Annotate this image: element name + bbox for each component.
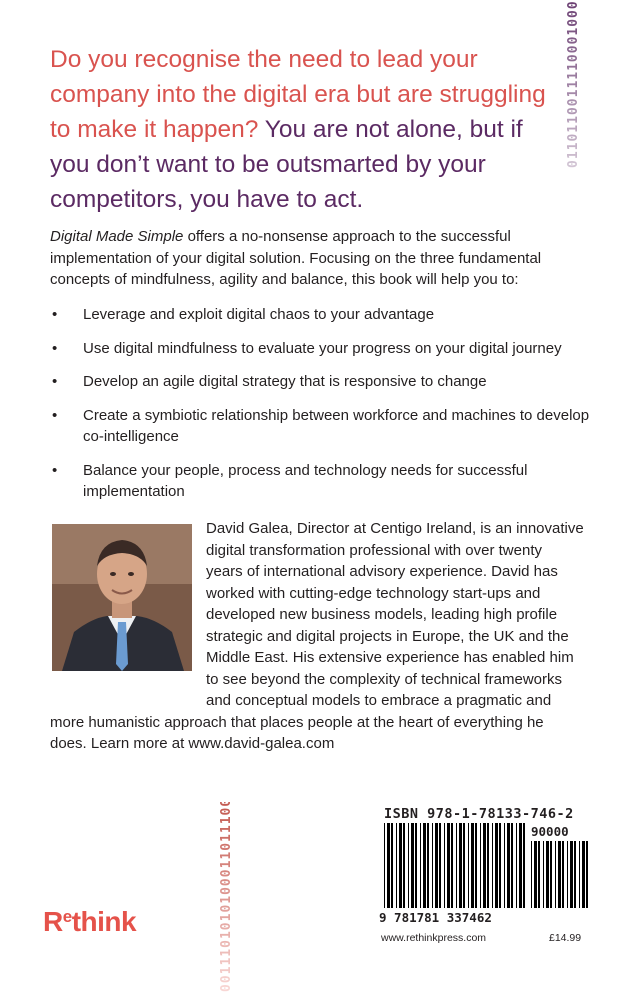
list-item — [50, 371, 595, 393]
barcode-bar — [558, 841, 561, 908]
barcode-bar — [408, 823, 409, 908]
list-item — [50, 304, 595, 326]
barcode-bar — [582, 841, 585, 908]
barcode-bar — [435, 823, 438, 908]
bullet-marker: • — [52, 339, 58, 357]
barcode-bar — [415, 823, 417, 908]
barcode-bar — [586, 841, 588, 908]
bullet-marker: • — [52, 461, 58, 479]
barcode-bar — [384, 823, 385, 908]
list-item — [50, 460, 595, 503]
bio-line: Middle East. His extensive experience has enabled him — [206, 649, 574, 666]
barcode-bar — [538, 841, 540, 908]
binary-decoration-bottom: 0011101010100011011100 — [219, 797, 234, 992]
barcode-bar — [531, 841, 532, 908]
list-item-text: Leverage and exploit digital chaos to your advantage — [83, 306, 435, 323]
bullet-marker: • — [52, 406, 58, 424]
barcode-bar — [555, 841, 556, 908]
barcode-bar — [432, 823, 433, 908]
benefits-list — [50, 304, 595, 515]
barcode-bar — [411, 823, 414, 908]
bio-line: developed new business models, leading high profile — [206, 606, 558, 623]
list-item-text: Develop an agile digital strategy that is responsive to change — [83, 373, 487, 390]
list-item — [50, 405, 595, 448]
bio-line: strategic and digital projects in Europe, the UK and the — [206, 627, 569, 645]
barcode-bar — [543, 841, 544, 908]
barcode-bar — [423, 823, 426, 908]
barcode-bar — [444, 823, 445, 908]
bio-line: and conceptual models to embrace a pragmatic and — [206, 692, 552, 709]
barcode-bar — [483, 823, 486, 908]
bio-line: David Galea, Director at Centigo Ireland, is an innovative — [206, 520, 584, 537]
barcode-bar — [391, 823, 393, 908]
publisher-logo — [43, 906, 136, 938]
barcode-bar — [475, 823, 477, 908]
barcode-bar — [562, 841, 564, 908]
bio-line: digital transformation professional with over twenty — [206, 541, 542, 559]
barcode-bar — [570, 841, 573, 908]
bullet-marker: • — [52, 306, 58, 323]
barcode-bar — [420, 823, 421, 908]
barcode-bar — [495, 823, 498, 908]
barcode-bar — [534, 841, 537, 908]
barcode-bar — [499, 823, 501, 908]
barcode-bar — [550, 841, 552, 908]
barcode-bar — [396, 823, 397, 908]
list-item-text: Use digital mindfulness to evaluate your progress on your digital journey — [83, 339, 562, 357]
bio-line: worked with cutting-edge technology start-ups and — [206, 584, 541, 602]
barcode-bar — [459, 823, 462, 908]
list-item-text: Balance your people, process and technology needs for successful implementation — [83, 461, 528, 500]
barcode-bar — [523, 823, 525, 908]
barcode-bar — [451, 823, 453, 908]
headline — [50, 42, 565, 217]
barcode-bar — [468, 823, 469, 908]
intro-text: offers a no-nonsense approach to the successful implementation of your digital solution. Focusing on the three fundamental concepts of mindfulness, agility and balance, this book will help you to: — [50, 228, 542, 288]
logo-letter: e — [62, 907, 72, 926]
barcode-bar — [504, 823, 505, 908]
headline-dark: You are not alone, but if you don’t want to be outsmarted by your competitors, you have to act. — [50, 116, 523, 213]
barcode-bar — [403, 823, 405, 908]
barcode-bar — [427, 823, 429, 908]
isbn-digits: 9 781781 337462 — [379, 910, 492, 925]
bio-line: does. Learn more at www.david-galea.com — [50, 735, 335, 752]
barcode-bar — [487, 823, 489, 908]
barcode-block — [376, 803, 593, 930]
barcode-bar — [447, 823, 450, 908]
price-code: 90000 — [531, 824, 569, 839]
barcode-bar — [463, 823, 465, 908]
barcode-bar — [439, 823, 441, 908]
barcode-bar — [387, 823, 390, 908]
barcode-bar — [516, 823, 517, 908]
bio-line: years of international advisory experience. David has — [206, 563, 558, 580]
bullet-marker: • — [52, 373, 58, 390]
barcode-bar — [579, 841, 580, 908]
list-item — [50, 338, 595, 360]
barcode-bar — [507, 823, 510, 908]
price-label: £14.99 — [549, 932, 582, 944]
isbn-label: ISBN 978-1-78133-746-2 — [384, 806, 574, 822]
barcode-bar — [456, 823, 457, 908]
barcode-bar — [567, 841, 568, 908]
list-item-text: Create a symbiotic relationship between workforce and machines to develop co-intelligence — [83, 406, 590, 445]
binary-decoration-top: 0110110011110001000 — [566, 0, 581, 200]
headline-accent: Do you recognise the need to lead your company into the digital era but are struggling to make it happen? — [50, 46, 546, 143]
barcode-bar — [511, 823, 513, 908]
bio-line: to see beyond the complexity of technical frameworks — [206, 670, 563, 688]
barcode-bar — [574, 841, 576, 908]
barcode-bar — [492, 823, 493, 908]
barcode-bar — [546, 841, 549, 908]
intro-paragraph — [50, 226, 590, 291]
barcode-bar — [471, 823, 474, 908]
book-title: Digital Made Simple — [50, 228, 184, 245]
author-bio — [50, 518, 595, 755]
barcode-bar — [480, 823, 481, 908]
publisher-url: www.rethinkpress.com — [381, 932, 487, 944]
barcode-bar — [519, 823, 522, 908]
barcode-bar — [399, 823, 402, 908]
logo-letter: R — [43, 906, 63, 937]
logo-text: think — [71, 906, 137, 937]
bio-line: more humanistic approach that places people at the heart of everything he — [50, 713, 544, 731]
